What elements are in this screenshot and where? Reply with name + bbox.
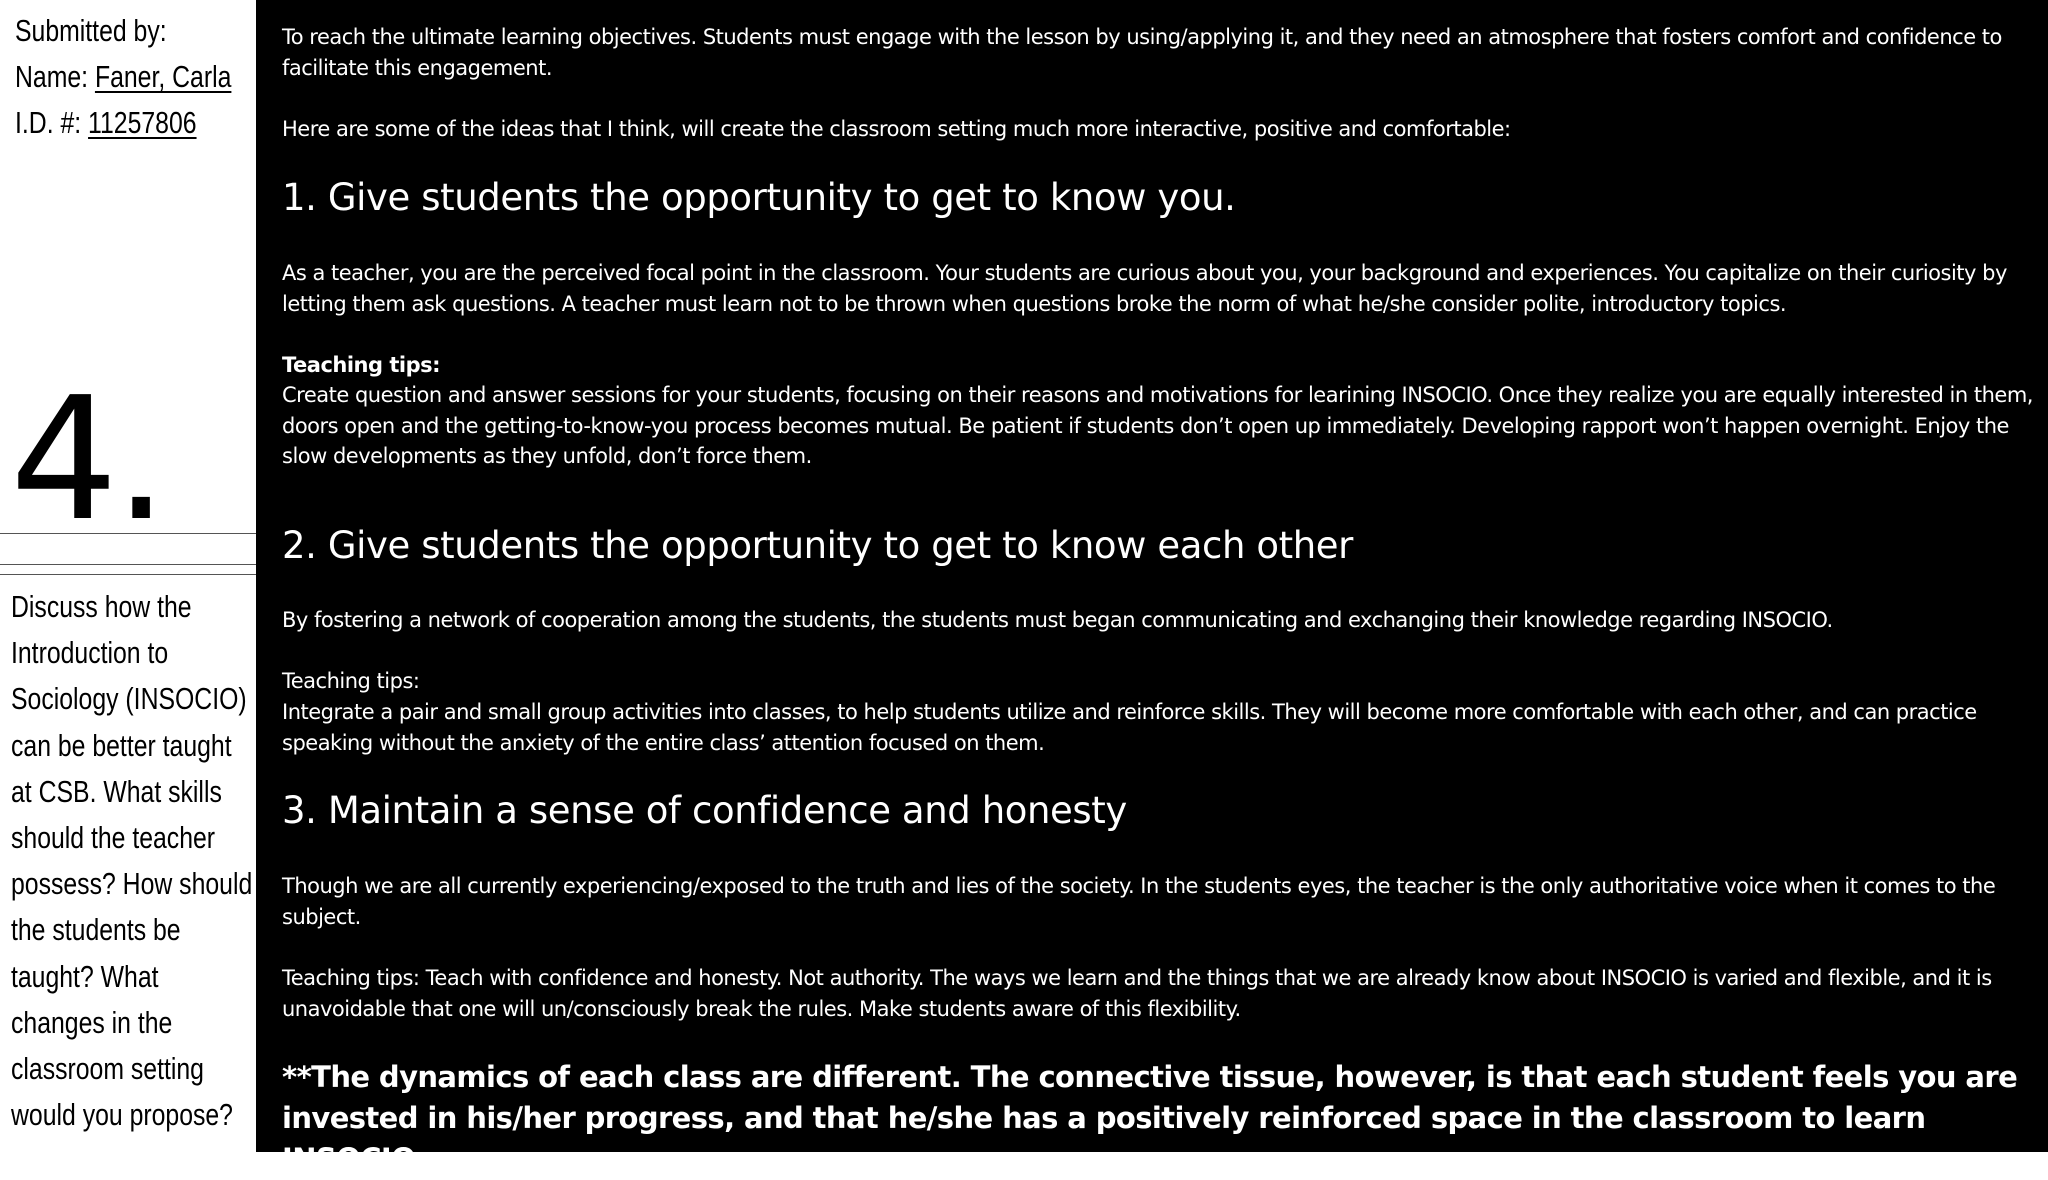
section-body: By fostering a network of cooperation among the students, the students must began communicating and exchanging their knowledge regarding INSOCIO. — [282, 608, 1833, 632]
teaching-tips-label: Teaching tips: — [282, 353, 441, 377]
slide-number: 4. — [10, 361, 165, 559]
submitter-info — [15, 8, 231, 146]
name-label: Name: — [15, 59, 95, 94]
intro-paragraph: To reach the ultimate learning objectives. Students must engage with the lesson by using/applying it, and they need an atmosphere that fosters comfort and confidence to facilitate this engagement. — [282, 25, 2002, 80]
divider-line — [0, 564, 256, 565]
name-line — [15, 54, 231, 100]
name-value: Faner, Carla — [94, 59, 232, 94]
id-value: 11257806 — [88, 105, 197, 140]
id-label: I.D. #: — [15, 105, 89, 140]
section-heading: 3. Maintain a sense of confidence and honesty — [282, 789, 1127, 832]
divider-line — [0, 574, 256, 575]
sidebar-panel — [0, 0, 256, 1152]
main-content — [256, 0, 2048, 1176]
section-heading: 2. Give students the opportunity to get to know each other — [282, 524, 1353, 567]
teaching-tips-body: Teaching tips: Teach with confidence and honesty. Not authority. The ways we learn and the things that we are already know about INSOCIO is varied and flexible, and it is unavoidable that one will un/consciously break the rules. Make students aware of this flexibility. — [282, 966, 1992, 1021]
teaching-tips-body: Integrate a pair and small group activities into classes, to help students utilize and reinforce skills. They will become more comfortable with each other, and can practice speaking without the anxiety of the entire class’ attention focused on them. — [282, 700, 1977, 755]
ideas-intro: Here are some of the ideas that I think, will create the classroom setting much more interactive, positive and comfortable: — [282, 117, 1511, 141]
section-body: Though we are all currently experiencing/exposed to the truth and lies of the society. In the students eyes, the teacher is the only authoritative voice when it comes to the subject. — [282, 874, 1996, 929]
teaching-tips-label: Teaching tips: — [282, 669, 420, 693]
id-line — [15, 100, 231, 146]
teaching-tips-body: Create question and answer sessions for your students, focusing on their reasons and motivations for learining INSOCIO. Once they realize you are equally interested in them, doors open and the getting-to-know-you process becomes mutual. Be patient if students don’t open up immediately. Developing rapport won’t happen overnight. Enjoy the slow developments as they unfold, don’t force them. — [282, 383, 2033, 468]
discussion-question: Discuss how the Introduction to Sociology (INSOCIO) can be better taught at CSB. What skills should the teacher possess? How should the students be taught? What changes in the classroom setting would you propose? — [11, 589, 253, 1133]
closing-statement: **The dynamics of each class are different. The connective tissue, however, is that each student feels you are invested in his/her progress, and that he/she has a positively reinforced space in the classroom to learn INSOCIO. — [282, 1060, 2018, 1176]
section-body: As a teacher, you are the perceived focal point in the classroom. Your students are curious about you, your background and experiences. You capitalize on their curiosity by letting them ask questions. A teacher must learn not to be thrown when questions broke the norm of what he/she consider polite, introductory topics. — [282, 261, 2007, 316]
submitted-by-label: Submitted by: — [15, 13, 167, 48]
divider-line — [0, 533, 256, 534]
section-heading: 1. Give students the opportunity to get to know you. — [282, 176, 1236, 219]
